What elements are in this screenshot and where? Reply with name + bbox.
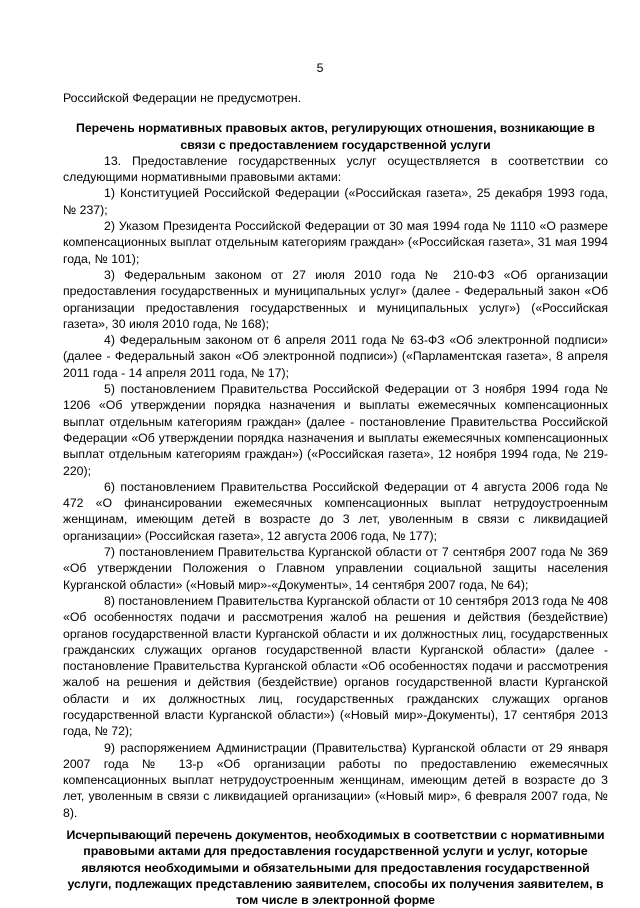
list-item-7: 7) постановлением Правительства Курганской области от 7 сентября 2007 года № 369 «Об утверждении Положения о Главном управлении социальной защиты населения Курганской области» («Новый мир»-«Документы», 14 сентября 2007 года, № 64); xyxy=(63,545,608,592)
list-item-9: 9) распоряжением Администрации (Правительства) Курганской области от 29 января 2007 года № 13-р «Об организации работы по предоставлению ежемесячных компенсационных выплат нетрудоустроенным женщинам, имеющим детей в возрасте до 3 лет, уволенным в связи с ликвидацией организации» («Новый мир», 6 февраля 2007 года, № 8). xyxy=(63,740,608,820)
list-item-1: 1) Конституцией Российской Федерации («Российская газета», 25 декабря 1993 года, № 237); xyxy=(63,186,608,217)
paragraph-13: 13. Предоставление государственных услуг осуществляется в соответствии со следующими нормативными правовыми актами: xyxy=(63,153,608,185)
intro-line: Российской Федерации не предусмотрен. xyxy=(63,91,302,105)
list-item-6: 6) постановлением Правительства Российской Федерации от 4 августа 2006 года № 472 «О финансировании ежемесячных компенсационных выплат нетрудоустроенным женщинам, имеющим детей в возрасте до 3 лет, уволенным в связи с ликвидацией организации» (Российская газета», 12 августа 2006 года, № 177); xyxy=(63,479,608,543)
closing-heading-block xyxy=(63,827,608,908)
section-heading: Перечень нормативных правовых актов, регулирующих отношения, возникающие в связи с предоставлением государственной услуги xyxy=(76,121,595,152)
closing-heading: Исчерпывающий перечень документов, необходимых в соответствии с нормативными правовыми актами для предоставления государственной услуги и услуг, которые являются необходимыми и обязательными для предоставления государственной услуги, подлежащих представлению заявителем, способы их получения заявителем, в том числе в электронной форме xyxy=(66,828,605,908)
list-item-3: 3) Федеральным законом от 27 июля 2010 года № 210-ФЗ «Об организации предоставления государственных и муниципальных услуг» (далее - Федеральный закон «Об организации предоставления государственных и муниципальных услуг») («Российская газета», 30 июля 2010 года, № 168); xyxy=(63,267,608,331)
list-item-4: 4) Федеральным законом от 6 апреля 2011 года № 63-ФЗ «Об электронной подписи» (далее - Федеральный закон «Об электронной подписи») («Парламентская газета», 8 апреля 2011 года - 14 апреля 2011 года, № 17); xyxy=(63,333,608,380)
page-number: 5 xyxy=(316,61,324,75)
list-item-2: 2) Указом Президента Российской Федерации от 30 мая 1994 года № 1110 «О размере компенсационных выплат отдельным категориям граждан» («Российская газета», 31 мая 1994 года, № 101); xyxy=(63,219,608,266)
list-item-5: 5) постановлением Правительства Российской Федерации от 3 ноября 1994 года № 1206 «Об утверждении порядка назначения и выплаты ежемесячных компенсационных выплат отдельным категориям граждан» (далее - постановление Правительства Российской Федерации «Об утверждении порядка назначения и выплаты ежемесячных компенсационных выплат отдельным категориям граждан») («Российская газета», 12 ноября 1994 года, № 219-220); xyxy=(63,382,608,478)
list-item-8: 8) постановлением Правительства Курганской области от 10 сентября 2013 года № 408 «Об особенностях подачи и рассмотрения жалоб на решения и действия (бездействие) органов государственной власти Курганской области и их должностных лиц, государственных гражданских служащих органов государственной власти Курганской области» (далее - постановление Правительства Курганской области «Об особенностях подачи и рассмотрения жалоб на решения и действия (бездействие) органов государственной власти Курганской области и их должностных лиц, государственных гражданских служащих органов государственной власти Курганской области») («Новый мир»-Документы), 17 сентября 2013 года, № 72); xyxy=(63,593,608,739)
document-body xyxy=(63,90,608,821)
